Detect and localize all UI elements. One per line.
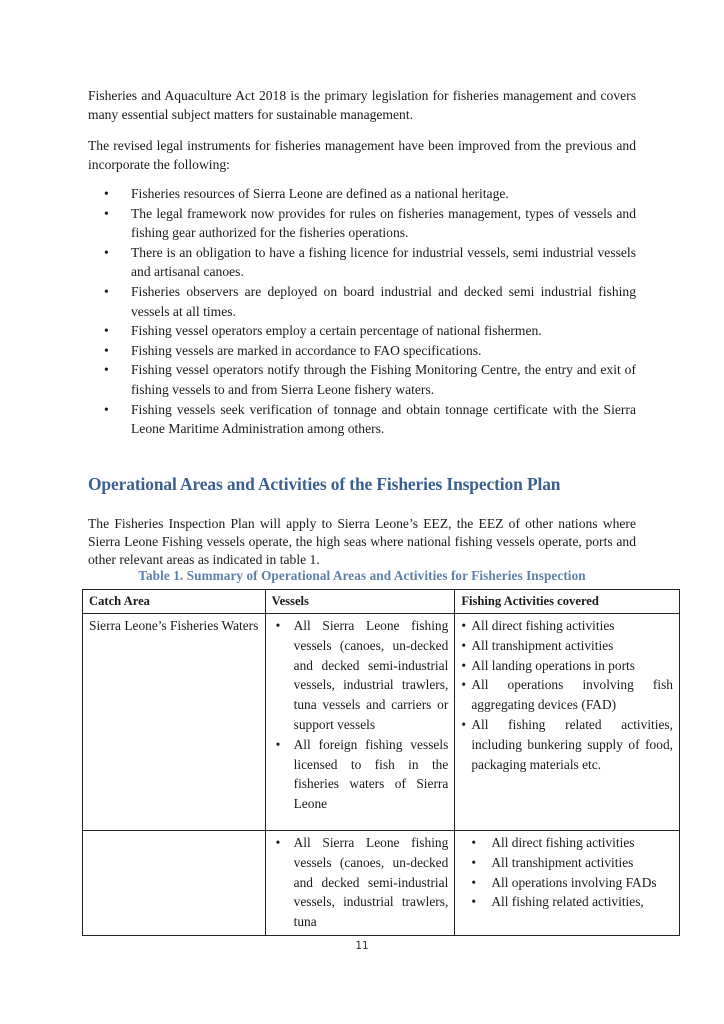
table-caption: Table 1. Summary of Operational Areas and Activities for Fisheries Inspection (138, 568, 586, 583)
bullet-icon: • (461, 637, 467, 653)
bullet-icon: • (104, 186, 109, 201)
table-row (83, 614, 680, 831)
table-row (83, 831, 680, 936)
bullet-icon: • (104, 342, 109, 358)
section-body-paragraph: The Fisheries Inspection Plan will apply to Sierra Leone’s EEZ, the EEZ of other nations where Sierra Leone Fishing vessels operate, the high seas where national fishing vessels operate, ports and other relevant areas as indicated in table 1. (88, 516, 636, 567)
activities-cell (455, 831, 680, 936)
bullet-icon: • (104, 244, 109, 260)
list-item: • Fishing vessel operators notify through the Fishing Monitoring Centre, the entry and exit of fishing vessels to and from Sierra Leone fishery waters. (104, 362, 636, 397)
column-header-vessels: Vessels (265, 590, 455, 614)
bullet-icon: • (275, 736, 281, 752)
section-heading: Operational Areas and Activities of the Fisheries Inspection Plan (88, 474, 561, 494)
revised-instruments-paragraph: The revised legal instruments for fisheries management have been improved from the previous and incorporate the following: (88, 138, 636, 172)
bullet-icon: • (471, 874, 477, 890)
vessels-cell (265, 614, 455, 831)
list-item: • Fishing vessel operators employ a certain percentage of national fishermen. (88, 321, 636, 341)
bullet-icon: • (461, 618, 467, 633)
bullet-icon: • (104, 205, 109, 221)
list-item: • All foreign fishing vessels licensed to fish in the fisheries waters of Sierra Leone (275, 736, 449, 812)
catch-area-cell (83, 831, 266, 936)
intro-paragraph: Fisheries and Aquaculture Act 2018 is the primary legislation for fisheries management and covers many essential subject matters for sustainable management. (88, 88, 636, 122)
list-item: • There is an obligation to have a fishing licence for industrial vessels, semi industrial vessels and artisanal canoes. (104, 244, 636, 280)
list-item: • Fishing vessels seek verification of tonnage and obtain tonnage certificate with the Sierra Leone Maritime Administration among others. (104, 401, 636, 437)
bullet-icon: • (275, 618, 281, 633)
column-header-activities: Fishing Activities covered (455, 590, 680, 614)
vessels-cell (265, 831, 455, 936)
list-item: • All fishing related activities, including bunkering supply of food, packaging materials etc. (461, 716, 673, 772)
list-item: • All transhipment activities (461, 853, 673, 873)
operational-areas-table (82, 589, 680, 936)
page-number: 11 (355, 940, 369, 952)
list-item: • All landing operations in ports (461, 656, 673, 676)
list-item: • Fishing vessels are marked in accordance to FAO specifications. (88, 341, 636, 361)
list-item: • All transhipment activities (461, 636, 673, 656)
list-item: • All operations involving fish aggregating devices (FAD) (461, 677, 673, 713)
bullet-icon: • (461, 657, 467, 673)
bullet-icon: • (461, 677, 467, 693)
column-header-catch-area: Catch Area (83, 590, 266, 614)
bullet-icon: • (471, 835, 477, 850)
list-item: • All direct fishing activities (461, 616, 673, 636)
bullet-icon: • (471, 894, 477, 910)
bullet-icon: • (461, 716, 467, 732)
bullet-icon: • (104, 362, 109, 378)
catch-area-cell: Sierra Leone’s Fisheries Waters (83, 614, 266, 831)
list-item: • All fishing related activities, (461, 892, 673, 912)
list-item: • Fisheries resources of Sierra Leone are defined as a national heritage. (88, 184, 636, 204)
bullet-icon: • (104, 323, 109, 339)
list-item: • All Sierra Leone fishing vessels (canoes, un-decked and decked semi-industrial vessels, industrial trawlers, tuna (275, 835, 449, 930)
bullet-icon: • (104, 283, 109, 299)
bullet-icon: • (275, 835, 281, 850)
bullet-icon: • (471, 854, 477, 870)
list-item: • All Sierra Leone fishing vessels (canoes, un-decked and decked semi-industrial vessels, industrial trawlers, tuna vessels and carriers or support vessels (275, 618, 449, 732)
table-header-row (83, 590, 680, 614)
activities-cell (455, 614, 680, 831)
list-item: • Fisheries observers are deployed on board industrial and decked semi industrial fishing vessels at all times. (104, 283, 636, 319)
list-item: • The legal framework now provides for rules on fisheries management, types of vessels and fishing gear authorized for the fisheries operations. (104, 205, 636, 241)
bullet-icon: • (104, 401, 109, 417)
legal-instruments-list (88, 184, 636, 439)
list-item: • All operations involving FADs (461, 873, 673, 893)
list-item: • All direct fishing activities (461, 833, 673, 853)
